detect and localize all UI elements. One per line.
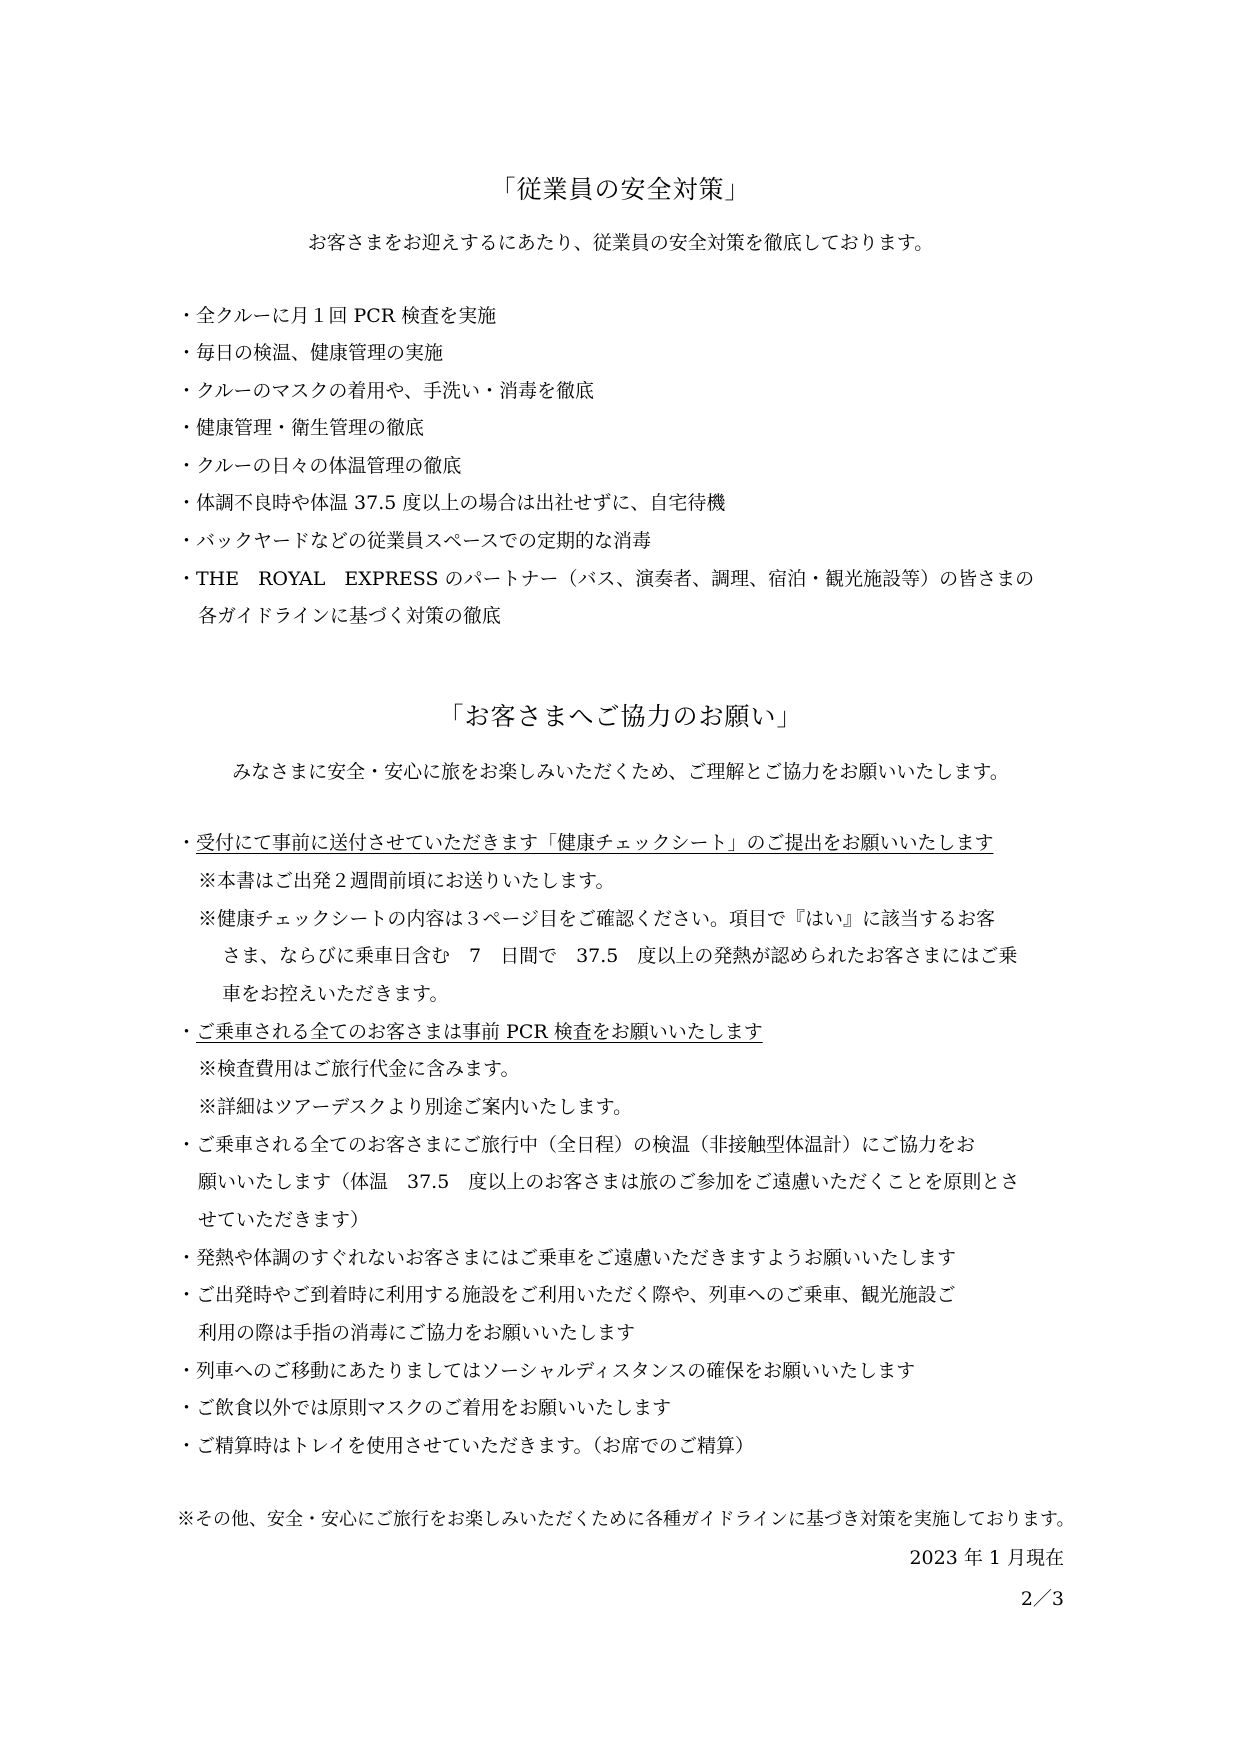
list-item-continuation: 願いいたします（体温 37.5 度以上のお客さまは旅のご参加をご遠慮いただくことを原則とさ (198, 1171, 1020, 1193)
bullet: ・ (177, 1021, 197, 1043)
page-number: 2／3 (1020, 1588, 1064, 1610)
list-item: ・ご乗車される全てのお客さまにご旅行中（全日程）の検温（非接触型体温計）にご協力をお (177, 1134, 976, 1156)
section2-title: 「お客さまへご協力のお願い」 (438, 702, 803, 731)
list-item: ・健康管理・衛生管理の徹底 (177, 417, 425, 439)
list-item-continuation: 各ガイドラインに基づく対策の徹底 (198, 605, 501, 627)
note: ※本書はご出発２週間前頃にお送りいたします。 (198, 870, 615, 892)
list-item: ・ご飲食以外では原則マスクのご着用をお願いいたします (177, 1397, 672, 1419)
list-item: ・クルーのマスクの着用や、手洗い・消毒を徹底 (177, 380, 595, 402)
list-item (177, 834, 993, 853)
list-item: ・列車へのご移動にあたりましてはソーシャルディスタンスの確保をお願いいたします (177, 1360, 916, 1382)
list-item: ・発熱や体調のすぐれないお客さまにはご乗車をご遠慮いただきますようお願いいたします (177, 1247, 957, 1269)
list-item (177, 1023, 763, 1042)
note: ※健康チェックシートの内容は３ページ目をご確認ください。項目で『はい』に該当するお客 (198, 908, 996, 930)
list-item: ・THE ROYAL EXPRESS のパートナー（バス、演奏者、調理、宿泊・観光施設等）の皆さまの (177, 568, 1035, 590)
note-continuation: 車をお控えいただきます。 (222, 983, 449, 1005)
list-item: ・バックヤードなどの従業員スペースでの定期的な消毒 (177, 530, 652, 552)
bullet: ・ (177, 832, 197, 854)
list-item-continuation: 利用の際は手指の消毒にご協力をお願いいたします (198, 1322, 636, 1344)
note-continuation: さま、ならびに乗車日含む 7 日間で 37.5 度以上の発熱が認められたお客さまにはご乗 (222, 945, 1018, 967)
list-item: ・ご精算時はトレイを使用させていただきます。（お席でのご精算） (177, 1435, 755, 1457)
section1-title: 「従業員の安全対策」 (490, 175, 751, 204)
list-item: ・全クルーに月１回 PCR 検査を実施 (177, 305, 497, 327)
list-item: ・ご出発時やご到着時に利用する施設をご利用いただく際や、列車へのご乗車、観光施設ご (177, 1284, 956, 1306)
list-item: ・毎日の検温、健康管理の実施 (177, 342, 444, 364)
underlined-request: ご乗車される全てのお客さまは事前 PCR 検査をお願いいたします (196, 1021, 763, 1043)
list-item-continuation: せていただきます） (198, 1209, 370, 1231)
note: ※詳細はツアーデスクより別途ご案内いたします。 (198, 1096, 633, 1118)
section1-intro: お客さまをお迎えするにあたり、従業員の安全対策を徹底しております。 (307, 232, 934, 254)
list-item: ・体調不良時や体温 37.5 度以上の場合は出社せずに、自宅待機 (177, 492, 726, 514)
section2-intro: みなさまに安全・安心に旅をお楽しみいただくため、ご理解とご協力をお願いいたします。 (232, 761, 1009, 783)
footer-note: ※その他、安全・安心にご旅行をお楽しみいただくために各種ガイドラインに基づき対策を実施しております。 (177, 1509, 1075, 1530)
list-item: ・クルーの日々の体温管理の徹底 (177, 455, 462, 477)
date-stamp: 2023 年 1 月現在 (909, 1547, 1064, 1569)
note: ※検査費用はご旅行代金に含みます。 (198, 1058, 520, 1080)
underlined-request: 受付にて事前に送付させていただきます「健康チェックシート」のご提出をお願いいたします (196, 832, 994, 854)
